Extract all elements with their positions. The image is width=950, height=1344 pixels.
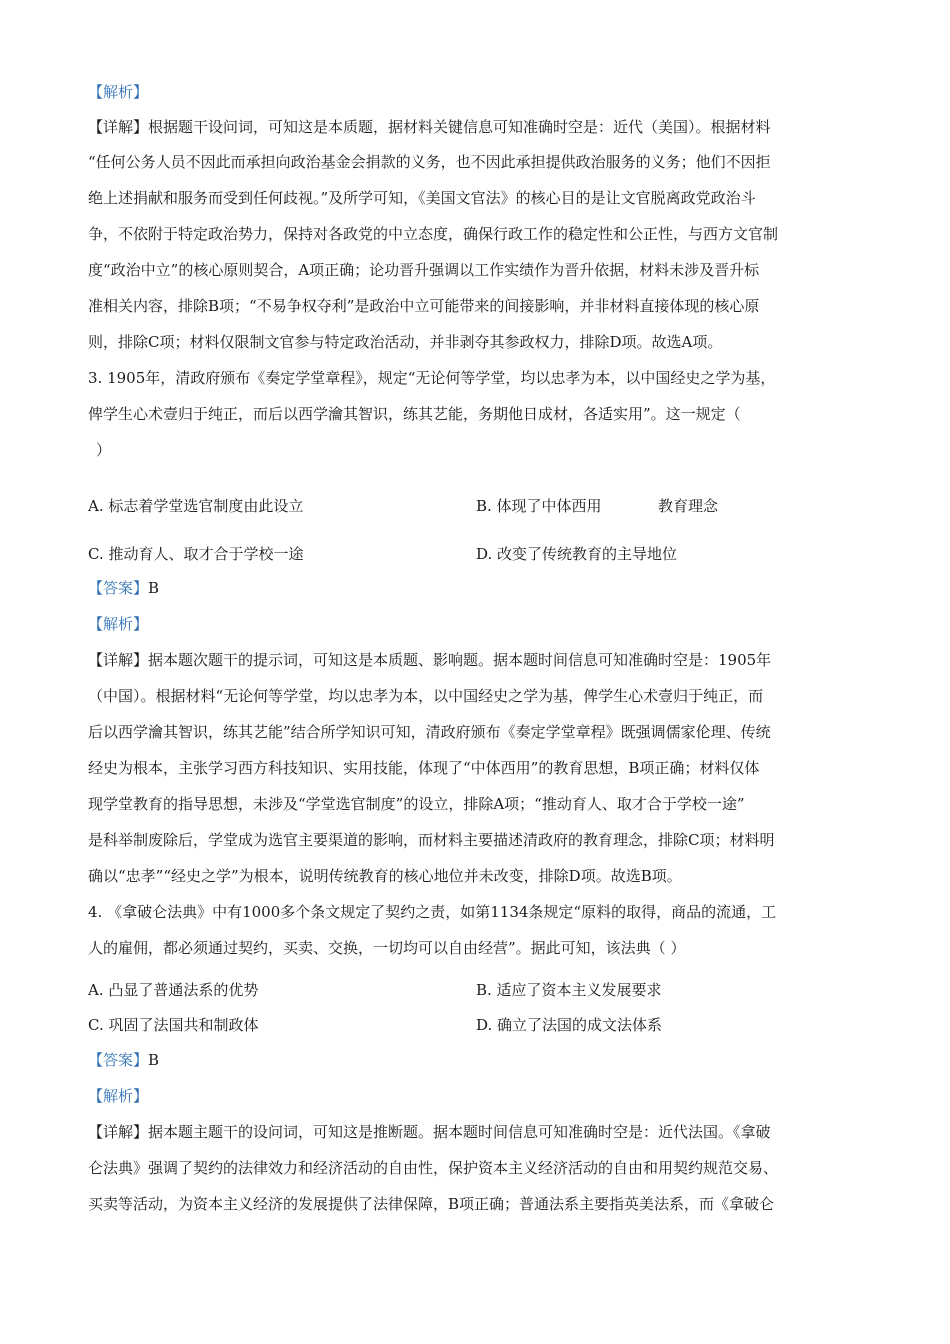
detail-line: 准相关内容，排除B项；“不易争权夺利”是政治中立可能带来的间接影响，并非材料直接体现的核心原 [88, 297, 760, 315]
option-b-cont: 教育理念 [658, 497, 719, 515]
detail-line: 现学堂教育的指导思想，未涉及“学堂选官制度”的设立，排除A项；“推动育人、取才合于学校一途” [88, 795, 745, 813]
option-b: B. 体现了中体西用 [476, 497, 602, 515]
detail-line: 【详解】据本题主题干的设问词，可知这是推断题。据本题时间信息可知准确时空是：近代法国。《拿破 [88, 1123, 771, 1141]
detail-line: 买卖等活动，为资本主义经济的发展提供了法律保障，B项正确；普通法系主要指英美法系，而《拿破仑 [88, 1195, 775, 1213]
detail-line: 仑法典》强调了契约的法律效力和经济活动的自由性，保护资本主义经济活动的自由和用契约规范交易、 [88, 1159, 779, 1177]
detail-line: 【详解】根据题干设问词，可知这是本质题，据材料关键信息可知准确时空是：近代（美国）。根据材料 [88, 118, 771, 136]
option-a: A. 凸显了普通法系的优势 [88, 981, 259, 999]
detail-line: 确以“忠孝”“经史之学”为根本，说明传统教育的核心地位并未改变，排除D项。故选B项。 [88, 867, 682, 885]
option-c: C. 巩固了法国共和制政体 [88, 1016, 259, 1034]
question-stem: 人的雇佣，都必须通过契约，买卖、交换，一切均可以自由经营”。据此可知，该法典（ ） [88, 939, 686, 957]
analysis-label: 【解析】 [88, 1087, 149, 1105]
detail-line: 绝上述捐献和服务而受到任何歧视。”及所学可知，《美国文官法》的核心目的是让文官脱离政党政治斗 [88, 189, 756, 207]
question-stem: 3. 1905年，清政府颁布《奏定学堂章程》，规定“无论何等学堂，均以忠孝为本，以中国经史之学为基， [88, 369, 776, 387]
detail-line: 【详解】据本题次题干的提示词，可知这是本质题、影响题。据本题时间信息可知准确时空是：1905年 [88, 651, 772, 669]
option-d: D. 改变了传统教育的主导地位 [476, 545, 678, 563]
answer-row [88, 578, 159, 598]
detail-line: 经史为根本，主张学习西方科技知识、实用技能，体现了“中体西用”的教育思想，B项正确；材料仅体 [88, 759, 760, 777]
answer-value: B [148, 1051, 160, 1069]
option-b: B. 适应了资本主义发展要求 [476, 981, 662, 999]
answer-value: B [148, 579, 160, 597]
answer-label: 【答案】 [88, 579, 149, 597]
analysis-label: 【解析】 [88, 615, 149, 633]
answer-row [88, 1050, 159, 1070]
analysis-label: 【解析】 [88, 83, 149, 101]
detail-line: 度“政治中立”的核心原则契合，A项正确；论功晋升强调以工作实绩作为晋升依据，材料未涉及晋升标 [88, 261, 760, 279]
detail-line: （中国）。根据材料“无论何等学堂，均以忠孝为本，以中国经史之学为基，俾学生心术壹归于纯正，而 [88, 687, 764, 705]
detail-line: “任何公务人员不因此而承担向政治基金会捐款的义务，也不因此承担提供政治服务的义务；他们不因拒 [88, 153, 771, 171]
detail-line: 争，不依附于特定政治势力，保持对各政党的中立态度，确保行政工作的稳定性和公正性，与西方文官制 [88, 225, 779, 243]
question-stem: 4. 《拿破仑法典》中有1000多个条文规定了契约之责，如第1134条规定“原料的取得，商品的流通，工 [88, 903, 777, 921]
option-c: C. 推动育人、取才合于学校一途 [88, 545, 304, 563]
detail-line: 则，排除C项；材料仅限制文官参与特定政治活动，并非剥夺其参政权力，排除D项。故选A项。 [88, 333, 723, 351]
option-d: D. 确立了法国的成文法体系 [476, 1016, 663, 1034]
question-stem: 俾学生心术壹归于纯正，而后以西学瀹其智识，练其艺能，务期他日成材，各适实用”。这一规定（ [88, 405, 741, 423]
question-stem: ） [96, 441, 112, 459]
answer-label: 【答案】 [88, 1051, 149, 1069]
option-a: A. 标志着学堂选官制度由此设立 [88, 497, 304, 515]
detail-line: 是科举制废除后，学堂成为选官主要渠道的影响，而材料主要描述清政府的教育理念，排除C项；材料明 [88, 831, 775, 849]
detail-line: 后以西学瀹其智识，练其艺能”结合所学知识可知，清政府颁布《奏定学堂章程》既强调儒家伦理、传统 [88, 723, 771, 741]
